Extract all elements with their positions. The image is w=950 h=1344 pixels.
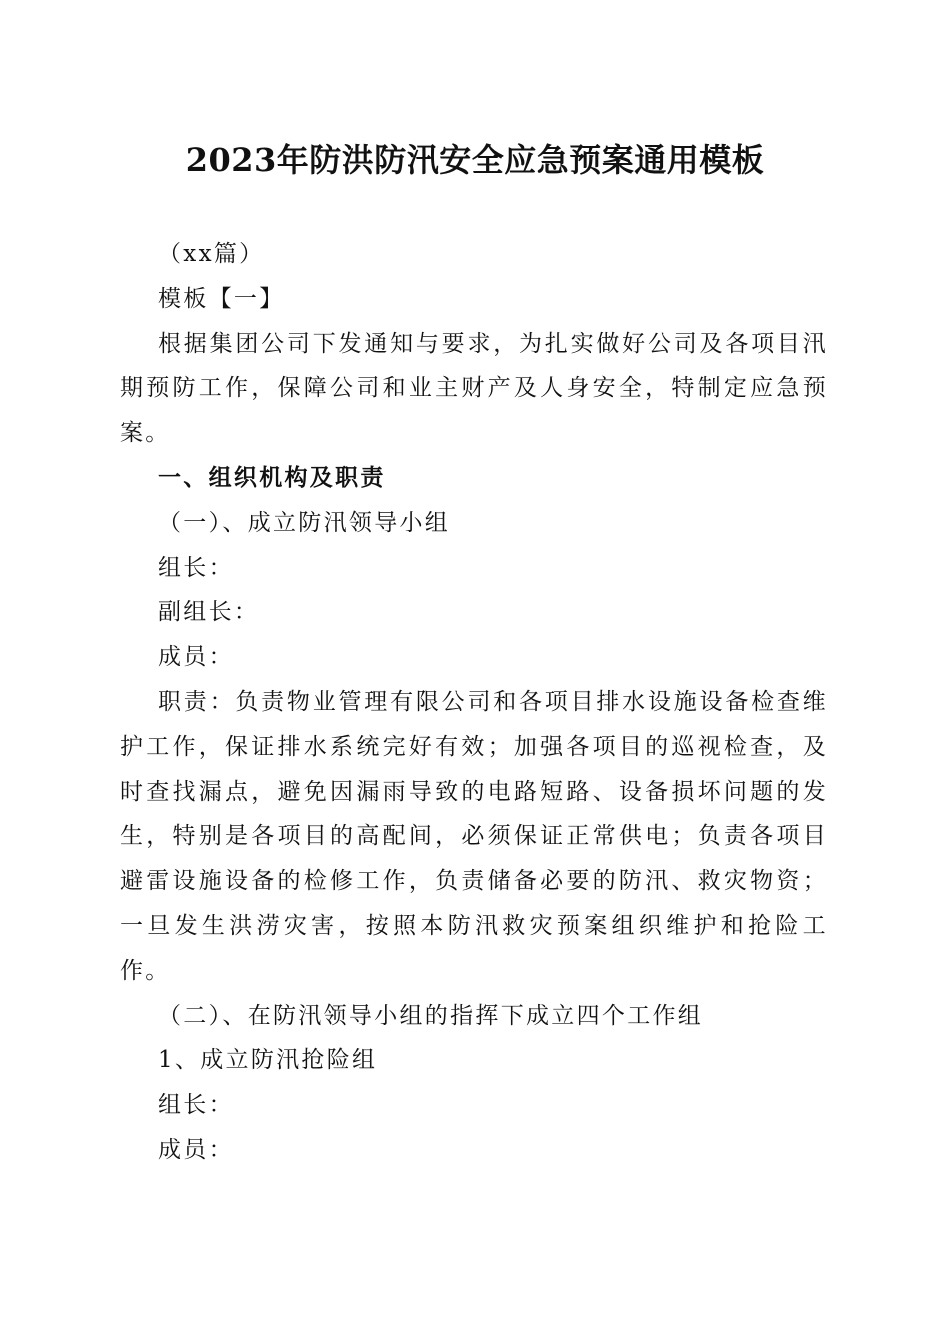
subsection-heading: （二）、在防汛领导小组的指挥下成立四个工作组: [158, 1002, 704, 1029]
subsection-heading: （一）、成立防汛领导小组: [158, 509, 451, 536]
leader-line: 组长：: [158, 554, 234, 581]
document-body: [120, 232, 828, 1173]
subtitle-paragraph: （xx篇）: [158, 241, 265, 267]
deputy-leader-line: 副组长：: [158, 599, 260, 626]
section-heading: 一、组织机构及职责: [158, 463, 386, 491]
members-line: 成员：: [158, 644, 234, 671]
group-heading: 1、成立防汛抢险组: [158, 1047, 378, 1074]
intro-paragraph: 根据集团公司下发通知与要求，为扎实做好公司及各项目汛期预防工作，保障公司和业主财产及人身安全，特制定应急预案。: [120, 330, 828, 447]
leader-line: 组长：: [158, 1092, 234, 1119]
document-title: 2023年防洪防汛安全应急预案通用模板: [185, 141, 765, 179]
template-label-paragraph: 模板【一】: [158, 285, 285, 312]
duties-paragraph: 职责：负责物业管理有限公司和各项目排水设施设备检查维护工作，保证排水系统完好有效；加强各项目的巡视检查，及时查找漏点，避免因漏雨导致的电路短路、设备损坏问题的发生，特别是各项目的高配间，必须保证正常供电；负责各项目避雷设施设备的检修工作，负责储备必要的防汛、救灾物资；一旦发生洪涝灾害，按照本防汛救灾预案组织维护和抢险工作。: [120, 688, 828, 984]
members-line: 成员：: [158, 1136, 234, 1163]
